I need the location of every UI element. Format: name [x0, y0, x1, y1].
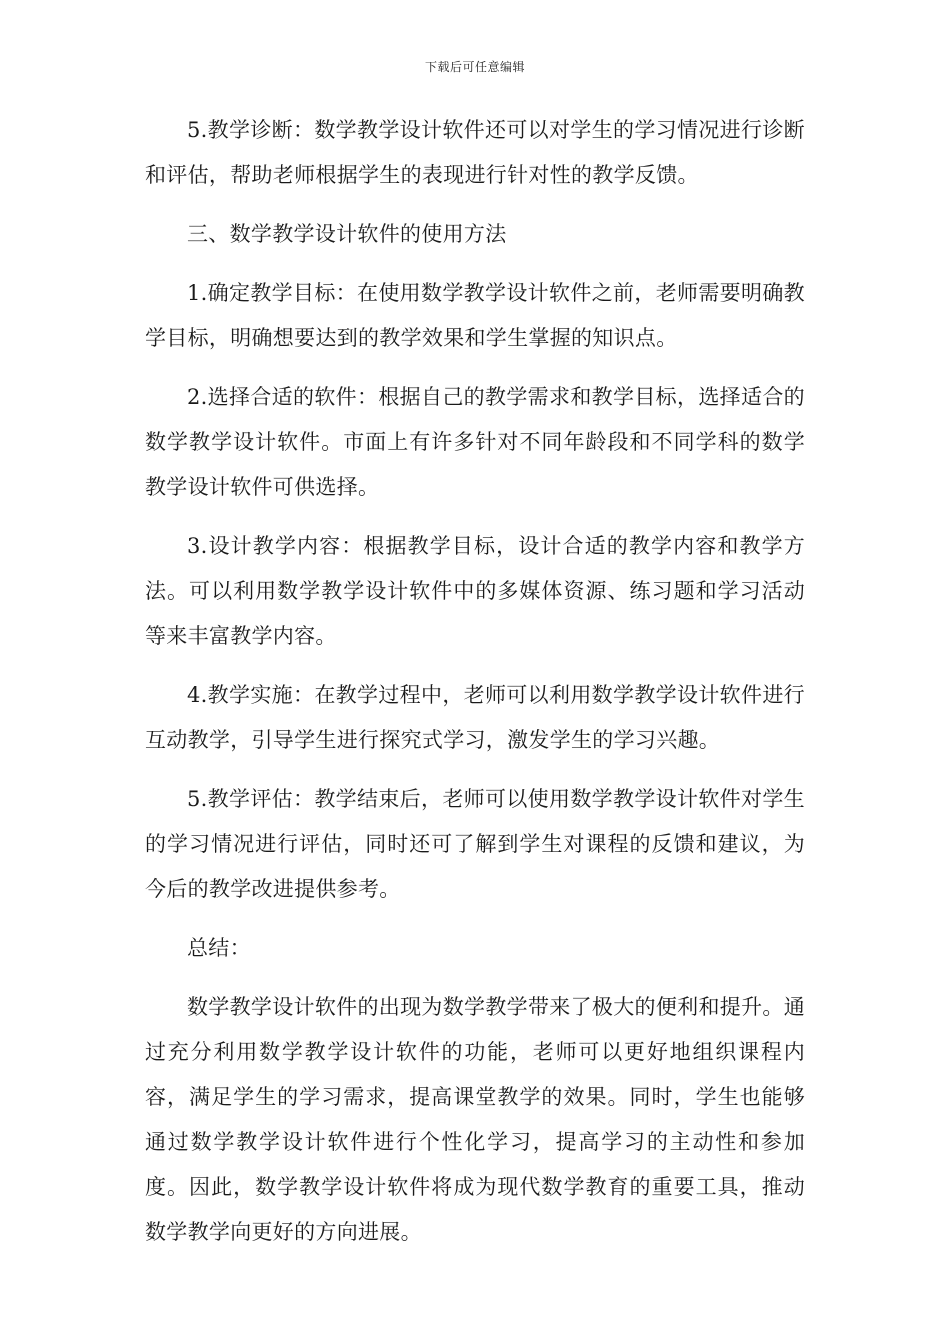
paragraph-choose-software: 2.选择合适的软件：根据自己的教学需求和教学目标，选择适合的数学教学设计软件。市面上有许多针对不同年龄段和不同学科的数学教学设计软件可供选择。: [145, 385, 805, 499]
summary-heading: 总结：: [187, 936, 251, 960]
paragraph-design-content: 3.设计教学内容：根据教学目标，设计合适的教学内容和教学方法。可以利用数学教学设计软件中的多媒体资源、练习题和学习活动等来丰富教学内容。: [145, 534, 805, 648]
section-heading-usage-methods: 三、数学教学设计软件的使用方法: [187, 222, 507, 246]
page-header: 下载后可任意编辑: [424, 60, 525, 74]
paragraph-define-goals: 1.确定教学目标：在使用数学教学设计软件之前，老师需要明确教学目标，明确想要达到的教学效果和学生掌握的知识点。: [145, 281, 805, 350]
paragraph-teaching-diagnosis: 5.教学诊断：数学教学设计软件还可以对学生的学习情况进行诊断和评估，帮助老师根据学生的表现进行针对性的教学反馈。: [145, 118, 805, 187]
paragraph-evaluation: 5.教学评估：教学结束后，老师可以使用数学教学设计软件对学生的学习情况进行评估，同时还可了解到学生对课程的反馈和建议，为今后的教学改进提供参考。: [145, 787, 805, 901]
paragraph-implementation: 4.教学实施：在教学过程中，老师可以利用数学教学设计软件进行互动教学，引导学生进行探究式学习，激发学生的学习兴趣。: [145, 683, 805, 752]
document-body: [145, 108, 805, 1269]
paragraph-summary: 数学教学设计软件的出现为数学教学带来了极大的便利和提升。通过充分利用数学教学设计软件的功能，老师可以更好地组织课程内容，满足学生的学习需求，提高课堂教学的效果。同时，学生也能够通过数学教学设计软件进行个性化学习，提高学习的主动性和参加度。因此，数学教学设计软件将成为现代数学教育的重要工具，推动数学教学向更好的方向进展。: [145, 995, 805, 1244]
